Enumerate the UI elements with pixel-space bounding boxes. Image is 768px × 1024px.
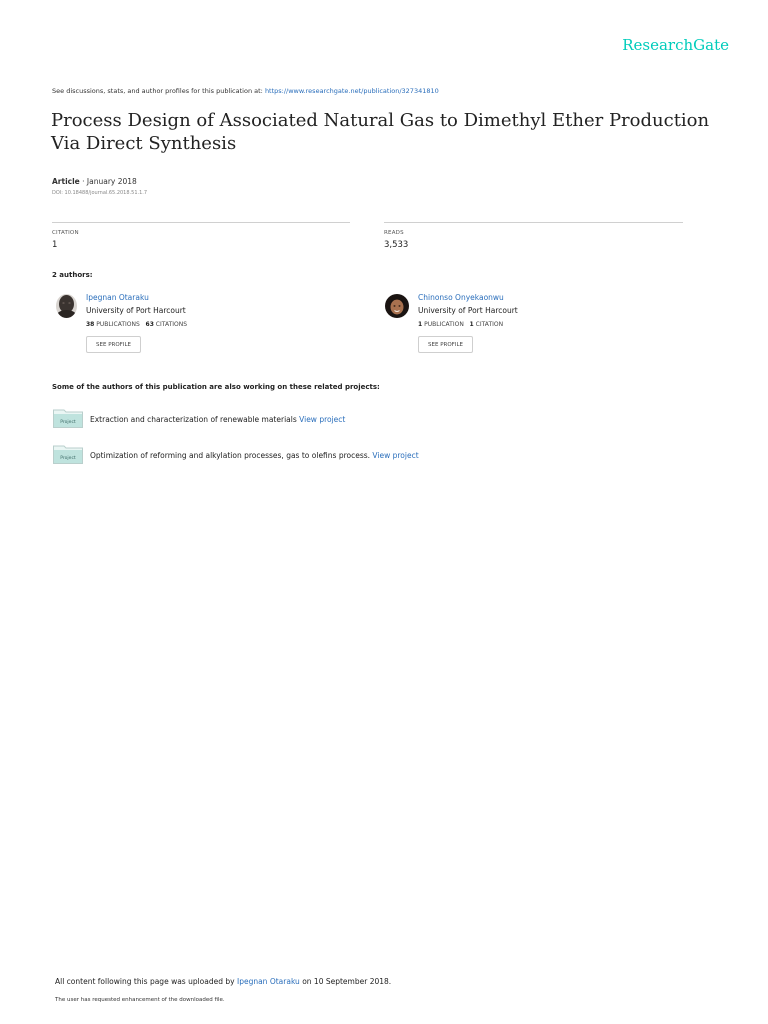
publication-count-label: PUBLICATIONS <box>94 321 140 328</box>
authors-heading: 2 authors: <box>52 271 93 279</box>
project-folder-icon <box>53 444 83 468</box>
publication-meta <box>52 177 137 186</box>
author-name-link[interactable]: Chinonso Onyekaonwu <box>418 293 504 302</box>
uploader-link[interactable]: Ipegnan Otaraku <box>236 977 300 986</box>
discussion-prefix: See discussions, stats, and author profiles for this publication at: <box>52 87 265 95</box>
upload-info <box>55 977 391 986</box>
divider-left <box>52 222 350 223</box>
publication-count-label: PUBLICATION <box>422 321 464 328</box>
project-folder-icon <box>53 408 83 432</box>
avatar[interactable] <box>56 294 77 318</box>
project-title: Optimization of reforming and alkylation processes, gas to olefins process. <box>90 451 373 460</box>
publication-count: 1 <box>418 321 423 328</box>
publication-type: Article <box>52 177 80 186</box>
author-stats <box>86 321 187 328</box>
view-project-link[interactable]: View project <box>372 451 419 460</box>
upload-suffix: on 10 September 2018. <box>299 977 392 986</box>
publication-date: · January 2018 <box>79 177 137 186</box>
enhancement-note: The user has requested enhancement of the downloaded file. <box>55 997 225 1003</box>
author-stats <box>418 321 503 328</box>
related-projects-heading: Some of the authors of this publication are also working on these related projects: <box>52 383 380 391</box>
project-title: Extraction and characterization of renewable materials <box>90 415 300 424</box>
citation-count-label: CITATION <box>473 321 504 328</box>
reads-label: READS <box>384 230 404 236</box>
project-badge: Project <box>60 456 76 461</box>
project-badge: Project <box>60 420 76 425</box>
publication-url-link[interactable]: https://www.researchgate.net/publication/327341810 <box>264 87 439 95</box>
author-institution: University of Port Harcourt <box>86 306 186 315</box>
citation-count-label: CITATIONS <box>153 321 188 328</box>
project-item <box>90 415 345 424</box>
author-photo-icon <box>56 294 77 318</box>
author-institution: University of Port Harcourt <box>418 306 518 315</box>
author-name-link[interactable]: Ipegnan Otaraku <box>86 293 149 302</box>
reads-count: 3,533 <box>384 240 409 250</box>
author-photo-icon <box>385 294 409 318</box>
citation-count: 1 <box>52 240 58 250</box>
publication-count: 38 <box>86 321 95 328</box>
discussion-line <box>52 87 439 95</box>
project-item <box>90 451 419 460</box>
see-profile-button[interactable]: SEE PROFILE <box>86 336 141 353</box>
view-project-link[interactable]: View project <box>299 415 346 424</box>
upload-prefix: All content following this page was uploaded by <box>55 977 237 986</box>
researchgate-logo[interactable]: ResearchGate <box>622 36 729 54</box>
citation-count: 1 <box>469 321 474 328</box>
citation-label: CITATION <box>52 230 79 236</box>
see-profile-button[interactable]: SEE PROFILE <box>418 336 473 353</box>
publication-doi: DOI: 10.18488/journal.65.2018.51.1.7 <box>52 190 148 196</box>
citation-count: 63 <box>145 321 154 328</box>
page-title: Process Design of Associated Natural Gas to Dimethyl Ether Production Via Direct Synthesis <box>51 110 710 154</box>
avatar[interactable] <box>385 294 409 318</box>
divider-right <box>384 222 683 223</box>
